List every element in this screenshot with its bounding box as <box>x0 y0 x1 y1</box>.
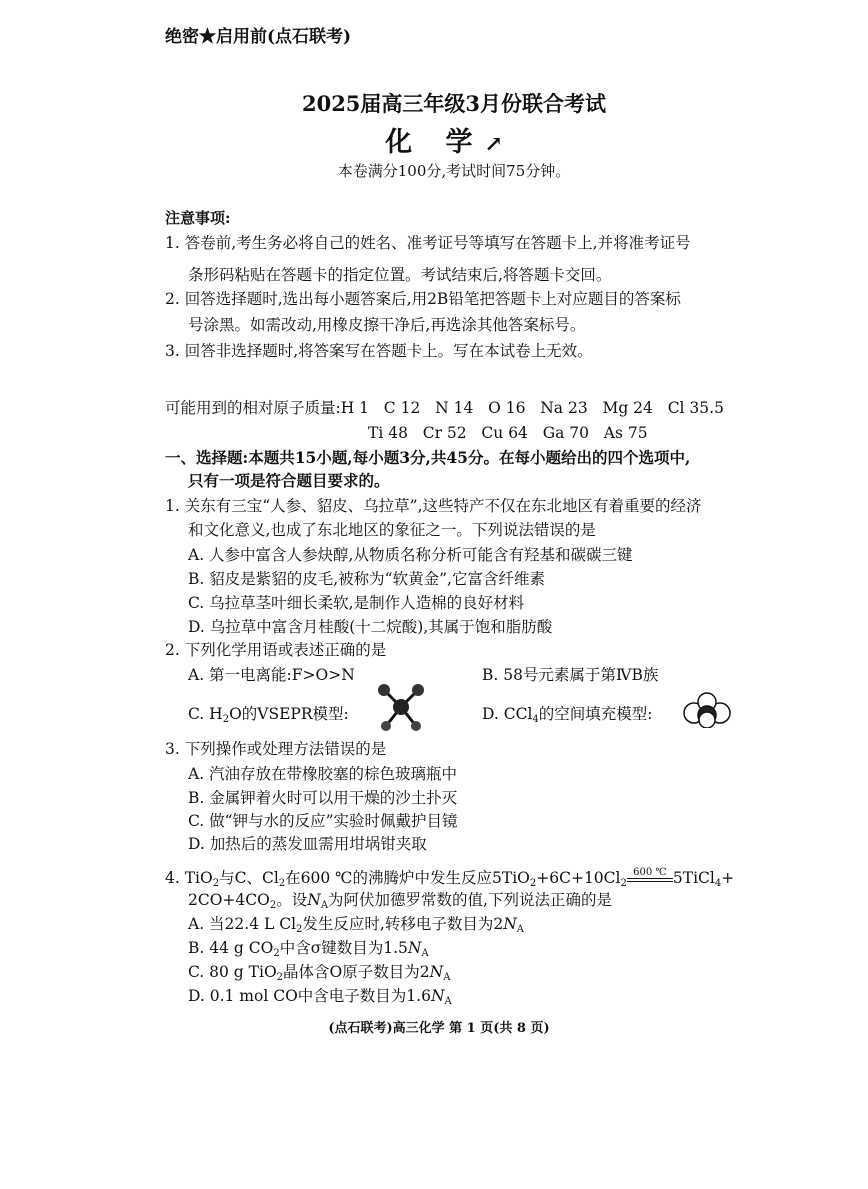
avogadro-symbol: N <box>503 915 517 933</box>
avogadro-symbol: N <box>307 891 321 909</box>
q4-a-text: A. 当22.4 L Cl <box>188 915 297 933</box>
q4-a-text: 发生反应时,转移电子数目为2 <box>302 915 504 933</box>
q4-option-a <box>188 912 524 935</box>
q2-c-suffix: O的VSEPR模型: <box>229 705 349 723</box>
subscript: 2 <box>296 924 303 935</box>
subscript: 4 <box>714 878 722 889</box>
h2o-vsepr-model-icon <box>372 682 430 732</box>
q2-d-prefix: D. CCl <box>482 705 533 723</box>
exam-subject <box>0 120 868 159</box>
q2-c-subscript: 2 <box>222 714 230 725</box>
q2-option-c <box>188 702 349 725</box>
q2-option-a: A. 第一电离能:F>O>N <box>188 666 355 684</box>
subscript: A <box>516 924 524 935</box>
q2-d-subscript: 4 <box>532 714 539 725</box>
q4-part: 2CO+4CO <box>188 891 270 909</box>
subscript: 2 <box>269 900 277 911</box>
q3-option-c: C. 做“钾与水的反应”实验时佩戴护目镜 <box>188 812 458 830</box>
avogadro-symbol: N <box>429 963 444 981</box>
subscript: 2 <box>529 878 537 889</box>
q4-part: 。设 <box>276 891 308 909</box>
pen-mark-icon: ↗ <box>484 131 503 157</box>
q3-option-b: B. 金属钾着火时可以用干燥的沙土扑灭 <box>188 789 458 807</box>
q4-option-b <box>188 936 429 959</box>
page-footer: (点石联考)高三化学 第 1 页(共 8 页) <box>328 1021 550 1036</box>
subscript: A <box>421 948 429 959</box>
q3-stem: 3. 下列操作或处理方法错误的是 <box>165 740 387 758</box>
avogadro-symbol: N <box>430 987 445 1005</box>
q2-c-prefix: C. H <box>188 705 223 723</box>
q4-part: 在600 ℃的沸腾炉中发生反应5TiO <box>285 869 530 887</box>
exam-title: 2025届高三年级3月份联合考试 <box>301 91 607 116</box>
avogadro-symbol: N <box>407 939 422 957</box>
q1-option-c: C. 乌拉草茎叶细长柔软,是制作人造棉的良好材料 <box>188 594 525 612</box>
subscript: 2 <box>273 948 280 959</box>
q4-option-c <box>188 960 450 983</box>
subscript: A <box>320 900 329 911</box>
q4-part: 5TiCl <box>672 869 715 887</box>
q4-d-text: D. 0.1 mol CO中含电子数目为1.6 <box>188 987 431 1005</box>
q2-d-suffix: 的空间填充模型: <box>538 705 653 723</box>
q4-part: 4. TiO <box>165 869 213 887</box>
q4-c-text: C. 80 g TiO <box>188 963 277 981</box>
reaction-condition-equals <box>627 867 673 887</box>
q3-option-d: D. 加热后的蒸发皿需用坩埚钳夹取 <box>188 835 427 853</box>
notice-title: 注意事项: <box>165 209 231 227</box>
q4-part: + <box>721 869 735 887</box>
exam-info: 本卷满分100分,考试时间75分钟。 <box>337 162 571 180</box>
q4-part: 为阿伏加德罗常数的值,下列说法正确的是 <box>328 891 612 909</box>
atomic-mass-line-2: Ti 48 Cr 52 Cu 64 Ga 70 As 75 <box>368 424 648 442</box>
q4-b-text: B. 44 g CO <box>188 939 274 957</box>
q4-part: +6C+10Cl <box>536 869 621 887</box>
q4-c-text: 晶体含O原子数目为2 <box>283 963 430 981</box>
section-1-line-1: 一、选择题:本题共15小题,每小题3分,共45分。在每小题给出的四个选项中, <box>165 448 691 467</box>
subscript: 2 <box>620 878 627 889</box>
q4-option-d <box>188 984 452 1007</box>
subscript: 2 <box>212 878 220 889</box>
subscript: 2 <box>278 878 286 889</box>
notice-item-1-line-2: 条形码粘贴在答题卡的指定位置。考试结束后,将答题卡交回。 <box>188 266 612 284</box>
q1-option-a: A. 人参中富含人参炔醇,从物质名称分析可能含有羟基和碳碳三键 <box>188 546 633 564</box>
subject-text: 化 学 <box>385 127 485 158</box>
q2-stem: 2. 下列化学用语或表述正确的是 <box>165 641 387 659</box>
notice-item-2-line-1: 2. 回答选择题时,选出每小题答案后,用2B铅笔把答题卡上对应题目的答案标 <box>165 290 681 308</box>
notice-item-3: 3. 回答非选择题时,将答案写在答题卡上。写在本试卷上无效。 <box>165 342 593 360</box>
subscript: A <box>444 996 452 1007</box>
q4-part: 与C、Cl <box>219 869 279 887</box>
section-1-line-2: 只有一项是符合题目要求的。 <box>188 471 390 490</box>
atomic-mass-line-1: 可能用到的相对原子质量:H 1 C 12 N 14 O 16 Na 23 Mg 24 Cl 35.5 <box>165 399 724 417</box>
q1-option-d: D. 乌拉草中富含月桂酸(十二烷酸),其属于饱和脂肪酸 <box>188 618 553 636</box>
subscript: 2 <box>276 972 284 983</box>
q4-b-text: 中含σ键数目为1.5 <box>279 939 408 957</box>
notice-item-1-line-1: 1. 答卷前,考生务必将自己的姓名、准考证号等填写在答题卡上,并将准考证号 <box>165 234 691 252</box>
q1-option-b: B. 貂皮是紫貂的皮毛,被称为“软黄金”,它富含纤维素 <box>188 570 545 588</box>
ccl4-space-filling-model-icon <box>682 692 732 728</box>
q1-stem-line-1: 1. 关东有三宝“人参、貂皮、乌拉草”,这些特产不仅在东北地区有着重要的经济 <box>165 497 702 515</box>
reaction-condition: 600 ℃ <box>633 867 667 878</box>
q2-option-d <box>482 702 653 725</box>
notice-item-2-line-2: 号涂黑。如需改动,用橡皮擦干净后,再选涂其他答案标号。 <box>188 316 586 334</box>
subscript: A <box>443 972 451 983</box>
q2-option-b: B. 58号元素属于第ⅣB族 <box>482 666 659 684</box>
q3-option-a: A. 汽油存放在带橡胶塞的棕色玻璃瓶中 <box>188 765 458 783</box>
q1-stem-line-2: 和文化意义,也成了东北地区的象征之一。下列说法错误的是 <box>188 521 596 539</box>
secret-header: 绝密★启用前(点石联考) <box>165 27 352 47</box>
